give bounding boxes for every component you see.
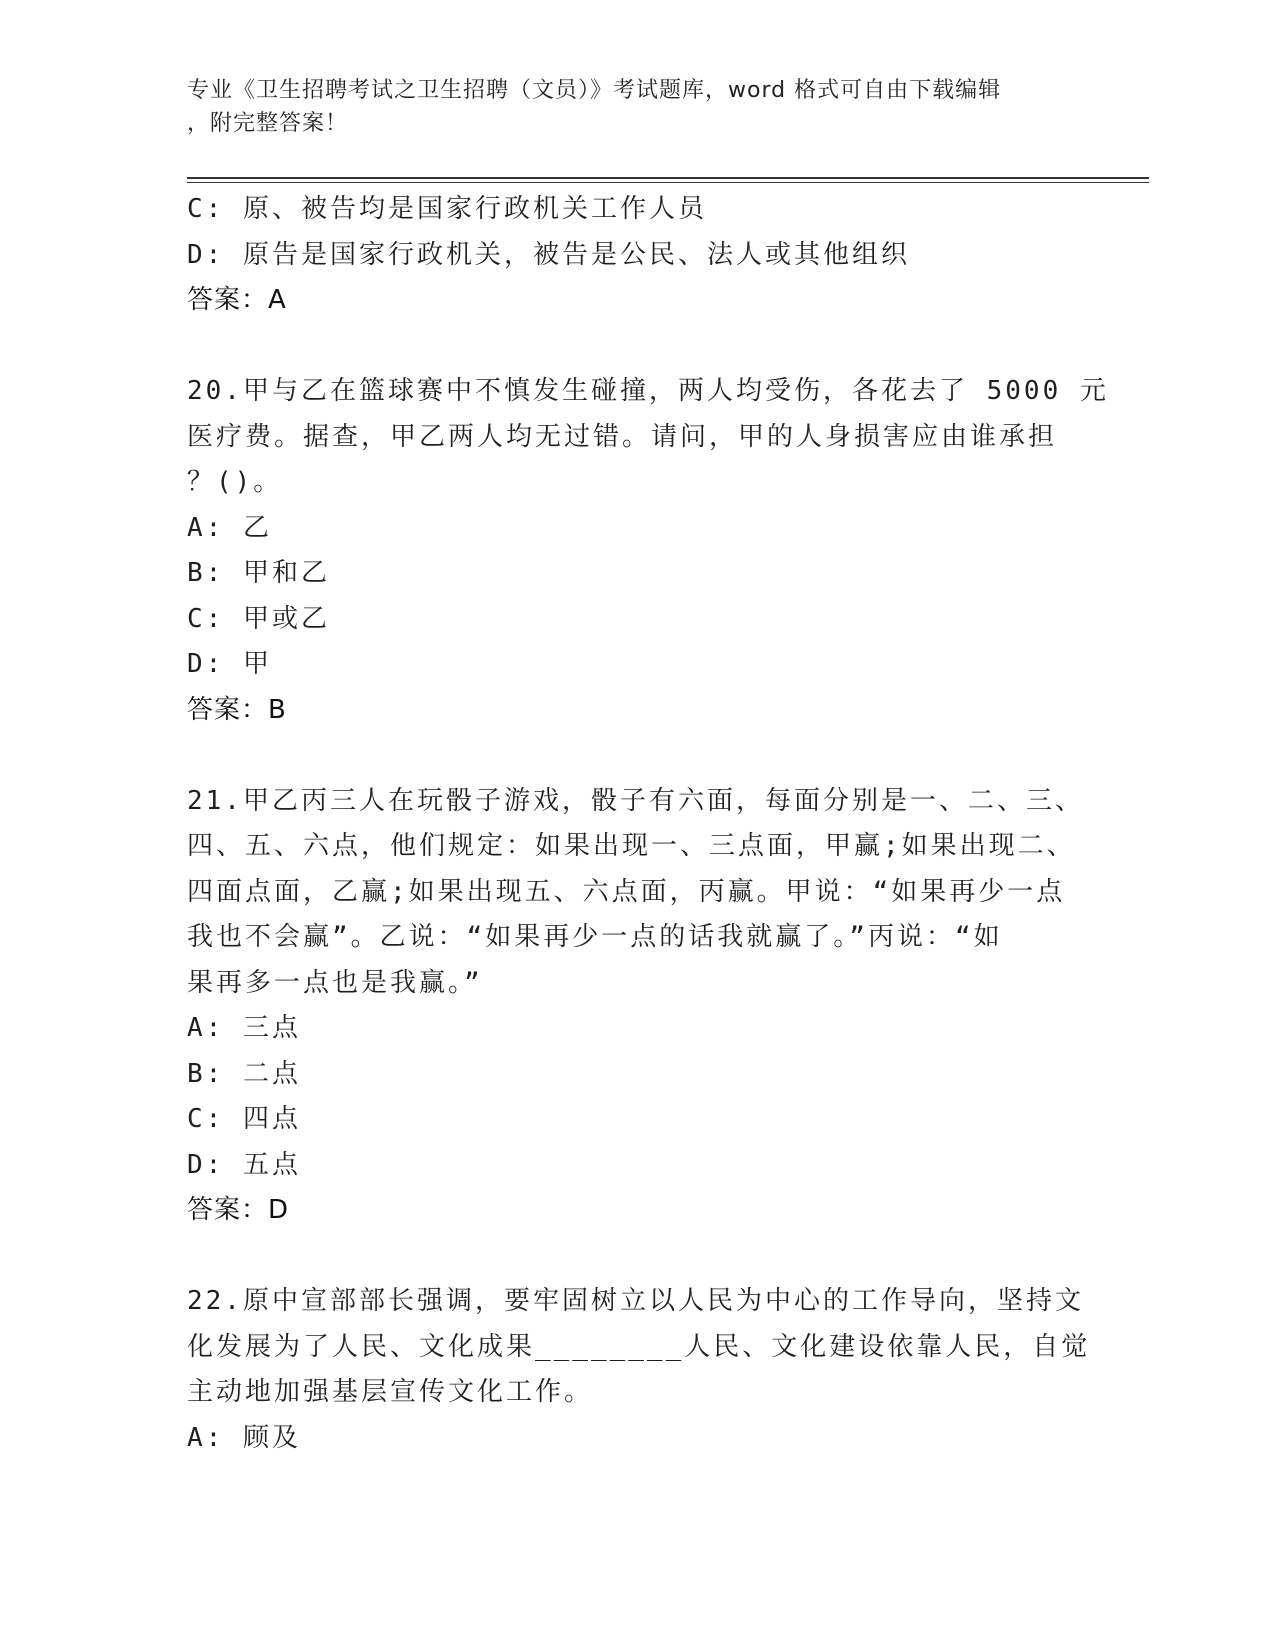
option-a: A: 三点 <box>187 1013 301 1043</box>
question-stem-line: 22.原中宣部部长强调，要牢固树立以人民为中心的工作导向，坚持文 <box>187 1286 1084 1316</box>
question-stem-line: 21.甲乙丙三人在玩骰子游戏，骰子有六面，每面分别是一、二、三、 <box>187 785 1084 816</box>
prev-question-tail <box>187 187 1067 324</box>
answer-line: 答案：B <box>187 694 287 725</box>
option-a: A: 顾及 <box>187 1422 301 1453</box>
document-header <box>187 74 1087 140</box>
question-stem-line: 四面点面，乙赢;如果出现五、六点面，丙赢。甲说：“如果再少一点 <box>187 876 1066 907</box>
header-line-1: 专业《卫生招聘考试之卫生招聘（文员）》考试题库，word 格式可自由下载编辑 <box>187 78 1002 103</box>
question-21 <box>187 779 1084 1234</box>
question-stem-line: 四、五、六点，他们规定：如果出现一、三点面，甲赢;如果出现二、 <box>187 831 1076 861</box>
answer-line: 答案：D <box>187 1195 290 1225</box>
answer-line: 答案：A <box>187 285 287 315</box>
question-stem-line: 我也不会赢”。乙说：“如果再少一点的话我就赢了。”丙说：“如 <box>187 922 1003 952</box>
option-d: D: 甲 <box>187 649 272 679</box>
question-stem-line: 果再多一点也是我赢。” <box>187 967 483 998</box>
option-a: A: 乙 <box>187 512 272 543</box>
header-line-2: ，附完整答案！ <box>187 111 349 136</box>
header-divider-thick <box>187 177 1149 179</box>
option-c: C: 甲或乙 <box>187 603 330 634</box>
question-stem-line: 化发展为了人民、文化成果________人民、文化建设依靠人民，自觉 <box>187 1331 1091 1362</box>
question-stem-line: 主动地加强基层宣传文化工作。 <box>187 1377 594 1407</box>
option-c: C: 四点 <box>187 1104 301 1134</box>
question-stem-line: ？()。 <box>187 467 283 497</box>
question-20 <box>187 369 1109 733</box>
option-b: B: 二点 <box>187 1058 301 1089</box>
option-c: C: 原、被告均是国家行政机关工作人员 <box>187 194 707 224</box>
question-stem-line: 医疗费。据查，甲乙两人均无过错。请问，甲的人身损害应由谁承担 <box>187 421 1058 452</box>
option-d: D: 五点 <box>187 1149 301 1180</box>
document-body <box>187 187 1109 1461</box>
header-divider-thin <box>187 182 1149 183</box>
question-stem-line: 20.甲与乙在篮球赛中不慎发生碰撞，两人均受伤，各花去了 5000 元 <box>187 376 1109 406</box>
question-22 <box>187 1279 1091 1461</box>
option-d: D: 原告是国家行政机关，被告是公民、法人或其他组织 <box>187 239 910 270</box>
option-b: B: 甲和乙 <box>187 558 330 588</box>
